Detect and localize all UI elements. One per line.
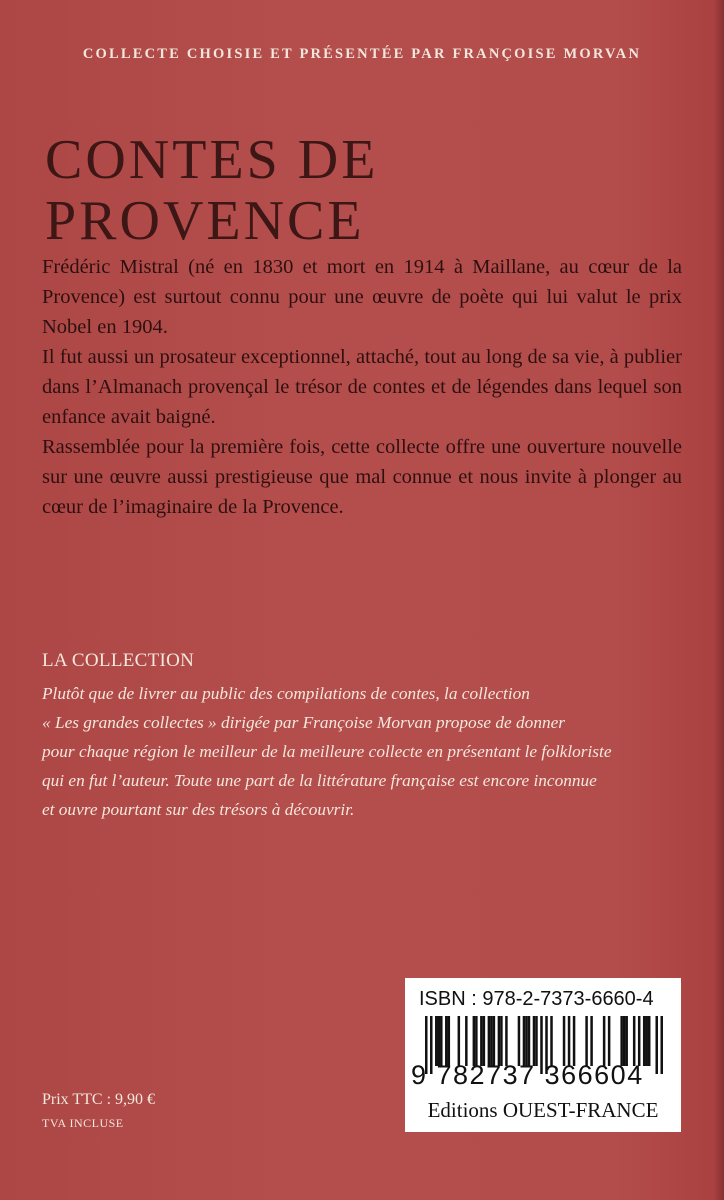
description-paragraph: Rassemblée pour la première fois, cette collecte offre une ouverture nouvelle sur une œuvre aussi prestigieuse que mal connue et nous invite à plonger au cœur de l’imaginaire de la Provence. bbox=[42, 436, 682, 518]
book-title bbox=[45, 130, 685, 252]
barcode-bar bbox=[638, 1016, 641, 1066]
collection-line: « Les grandes collectes » dirigée par Françoise Morvan propose de donner bbox=[42, 713, 565, 732]
barcode-bar bbox=[475, 1016, 478, 1066]
barcode-bar bbox=[585, 1016, 588, 1066]
barcode-bar bbox=[488, 1016, 491, 1066]
barcode-bar bbox=[435, 1016, 438, 1066]
barcode-bar bbox=[563, 1016, 566, 1066]
collection-line: qui en fut l’auteur. Toute une part de la littérature française est encore inconnue bbox=[42, 771, 597, 790]
barcode-bar bbox=[500, 1016, 503, 1066]
barcode-bar bbox=[483, 1016, 486, 1066]
barcode-bar bbox=[633, 1016, 636, 1066]
barcode-bar bbox=[535, 1016, 538, 1066]
barcode-digits: 9 782737 366604 bbox=[411, 1060, 644, 1090]
barcode-bar bbox=[625, 1016, 628, 1066]
barcode-bar bbox=[590, 1016, 593, 1066]
barcode-bar bbox=[505, 1016, 508, 1066]
barcode-bar bbox=[648, 1016, 651, 1066]
barcode-bar bbox=[623, 1016, 626, 1066]
publisher-name: Editions OUEST-FRANCE bbox=[427, 1098, 659, 1122]
barcode-bar bbox=[458, 1016, 461, 1066]
book-description bbox=[42, 252, 682, 522]
tva-label: TVA INCLUSE bbox=[42, 1116, 124, 1130]
barcode-bar bbox=[528, 1016, 531, 1066]
collection-line: Plutôt que de livrer au public des compilations de contes, la collection bbox=[42, 684, 530, 703]
barcode-bar bbox=[448, 1016, 451, 1066]
barcode-bar bbox=[465, 1016, 468, 1066]
barcode-bar bbox=[480, 1016, 483, 1066]
isbn-number: ISBN : 978-2-7373-6660-4 bbox=[419, 988, 654, 1010]
collection-credit: COLLECTE CHOISIE ET PRÉSENTÉE PAR FRANÇOISE MORVAN bbox=[82, 46, 642, 62]
collection-line: pour chaque région le meilleur de la meilleure collecte en présentant le folkloriste bbox=[42, 742, 612, 761]
description-paragraph: Il fut aussi un prosateur exceptionnel, attaché, tout au long de sa vie, à publier dans l’Almanach provençal le trésor de contes et de légendes dans lequel son enfance avait baigné. bbox=[42, 346, 682, 428]
barcode-bar bbox=[645, 1016, 648, 1066]
barcode-bar bbox=[643, 1016, 646, 1066]
barcode-bar bbox=[493, 1016, 496, 1066]
barcode-bar bbox=[573, 1016, 576, 1066]
barcode-bar bbox=[608, 1016, 611, 1066]
barcode-bar bbox=[473, 1016, 476, 1066]
book-title-line-2: PROVENCE bbox=[45, 189, 365, 252]
barcode-bar bbox=[445, 1016, 448, 1066]
barcode-bar bbox=[550, 1016, 553, 1066]
barcode-bar bbox=[440, 1016, 443, 1066]
price-label: Prix TTC : 9,90 € bbox=[42, 1091, 156, 1108]
barcode-bar bbox=[620, 1016, 623, 1066]
barcode-bar bbox=[523, 1016, 526, 1066]
barcode-bar bbox=[438, 1016, 441, 1066]
cover-edge-shadow bbox=[714, 0, 724, 1200]
collection-line: et ouvre pourtant sur des trésors à découvrir. bbox=[42, 800, 355, 819]
description-paragraph: Frédéric Mistral (né en 1830 et mort en 1914 à Maillane, au cœur de la Provence) est surtout connu pour une œuvre de poète qui lui valut le prix Nobel en 1904. bbox=[42, 256, 682, 338]
collection-description bbox=[42, 679, 692, 824]
collection-heading: LA COLLECTION bbox=[42, 650, 195, 671]
barcode-bar bbox=[490, 1016, 493, 1066]
barcode-bar bbox=[498, 1016, 501, 1066]
barcode-bar bbox=[518, 1016, 521, 1066]
barcode-bar bbox=[533, 1016, 536, 1066]
barcode-bar bbox=[525, 1016, 528, 1066]
barcode-bar bbox=[603, 1016, 606, 1066]
barcode-bar bbox=[568, 1016, 571, 1066]
barcode-panel bbox=[405, 978, 681, 1132]
book-title-line-1: CONTES DE bbox=[45, 128, 379, 191]
